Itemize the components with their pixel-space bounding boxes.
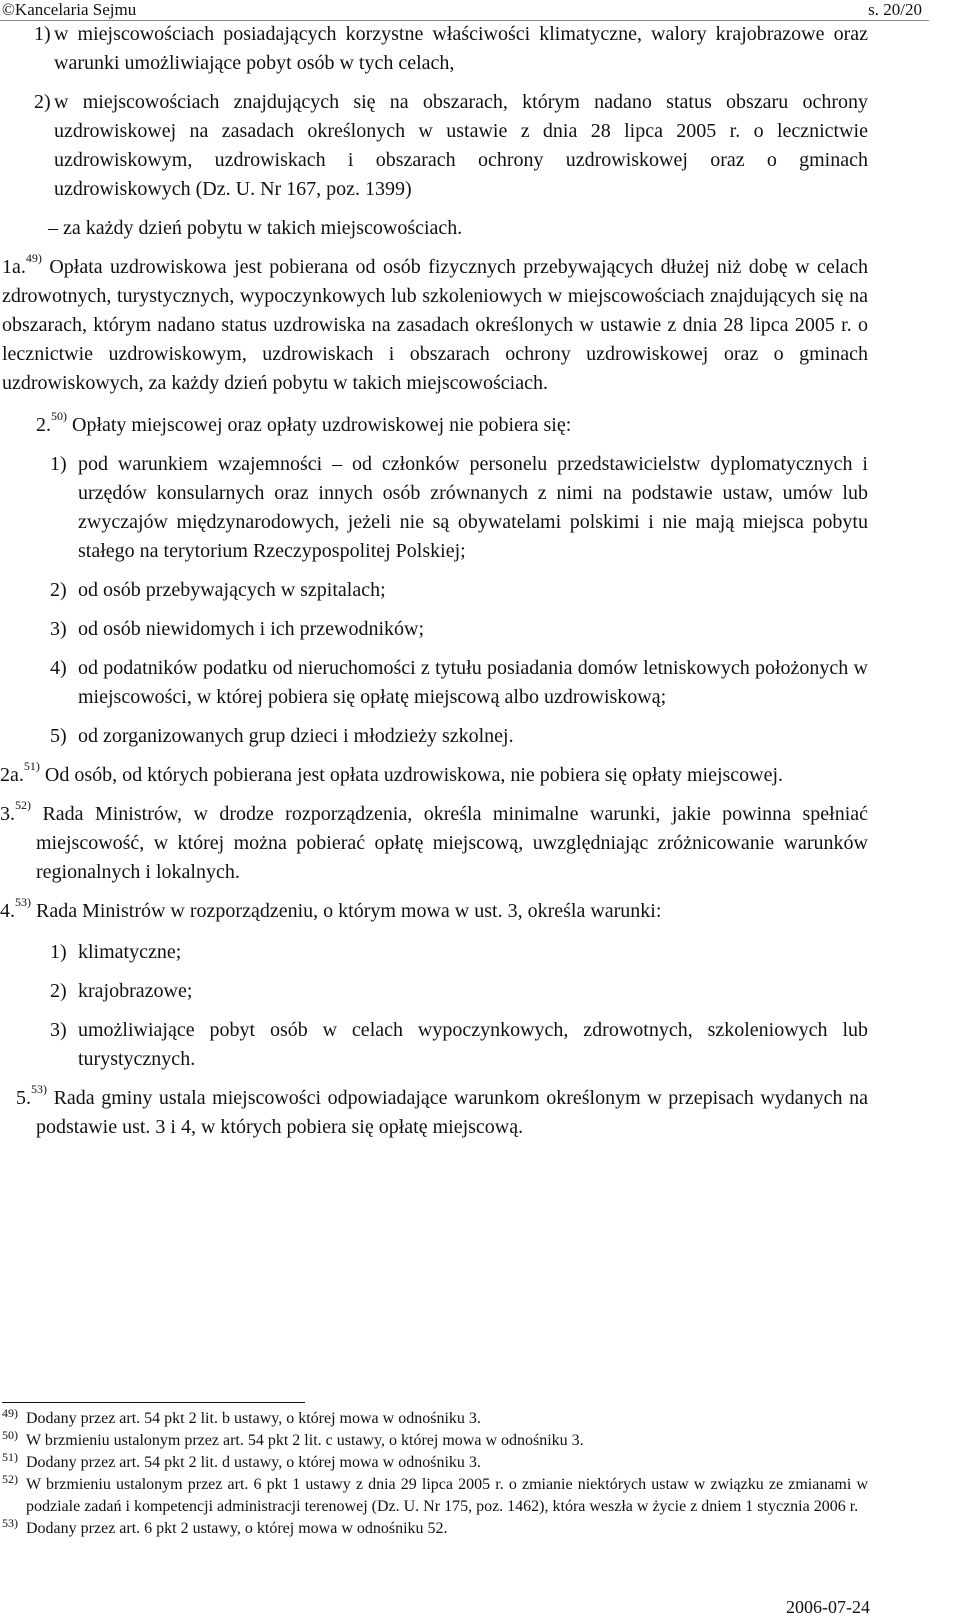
list-item — [0, 20, 960, 78]
section-label: 4. — [0, 900, 15, 922]
section-text: Rada Ministrów, w drodze rozporządzenia, określa minimalne warunki, jakie powinna spełniać miejscowość, w której można pobierać opłatę miejscową, uwzględniając zróżnicowanie warunków regionalnych i lokalnych. — [36, 803, 869, 883]
footnote-text: W brzmieniu ustalonym przez art. 54 pkt 2 lit. c ustawy, o której mowa w odnośniku 3. — [26, 1432, 584, 1449]
item-text: umożliwiające pobyt osób w celach wypoczynkowych, zdrowotnych, szkoleniowych lub turystycznych. — [78, 1019, 868, 1070]
list-item — [0, 977, 960, 1006]
item-text: w miejscowościach posiadających korzystne właściwości klimatyczne, walory krajobrazowe oraz warunki umożliwiające pobyt osób w tych celach, — [54, 23, 868, 74]
section-label: 2. — [36, 414, 51, 436]
footnote-number: 51) — [2, 1450, 18, 1464]
footnote-number: 53) — [2, 1516, 18, 1530]
list-item — [0, 88, 960, 204]
list-item — [0, 615, 960, 644]
footnotes — [0, 1408, 960, 1540]
section-label: 2a. — [0, 764, 24, 786]
section-1a — [0, 253, 960, 398]
item-text: w miejscowościach znajdujących się na obszarach, którym nadano status obszaru ochrony uzdrowiskowej na zasadach określonych w ustawie z dnia 28 lipca 2005 r. o lecznictwie uzdrowiskowym, uzdrowiskach i obszarach ochrony uzdrowiskowej oraz o gminach uzdrowiskowych (Dz. U. Nr 167, poz. 1399) — [54, 91, 868, 200]
section-2a — [0, 761, 960, 790]
footnote — [0, 1474, 960, 1518]
footnote-number: 49) — [2, 1406, 18, 1420]
section-label: 5. — [16, 1087, 31, 1109]
footnote-separator — [2, 1402, 305, 1403]
list-item — [0, 654, 960, 712]
item-text: pod warunkiem wzajemności – od członków personelu przedstawicielstw dyplomatycznych i urzędów konsularnych oraz innych osób zrównanych z nimi na podstawie ustaw, umów lub zwyczajów międzynarodowych, jeżeli nie są obywatelami polskimi i nie mają miejsca pobytu stałego na terytorium Rzeczypospolitej Polskiej; — [78, 453, 868, 562]
section-text: Opłata uzdrowiskowa jest pobierana od osób fizycznych przebywających dłużej niż dobę w celach zdrowotnych, turystycznych, wypoczynkowych lub szkoleniowych w miejscowościach znajdujących się na obszarach, którym nadano status uzdrowiska na zasadach określonych w ustawie z dnia 28 lipca 2005 r. o lecznictwie uzdrowiskowym, uzdrowiskach i obszarach ochrony uzdrowiskowej oraz o gminach uzdrowiskowych, za każdy dzień pobytu w takich miejscowościach. — [2, 256, 869, 394]
item-label: 2) — [34, 91, 51, 113]
footnote-ref: 53) — [31, 1082, 47, 1097]
footnote-ref: 49) — [25, 251, 42, 266]
section-5 — [0, 1084, 960, 1142]
item-label: 1) — [50, 941, 67, 963]
item-label: 4) — [50, 657, 67, 679]
item-text: klimatyczne; — [78, 941, 182, 963]
footnote-ref: 52) — [15, 798, 31, 813]
section-3 — [0, 800, 960, 887]
footnote-ref: 51) — [23, 759, 40, 774]
footnote — [0, 1518, 960, 1540]
footnote-text: Dodany przez art. 54 pkt 2 lit. b ustawy, o której mowa w odnośniku 3. — [26, 1410, 481, 1427]
item-label: 3) — [50, 1019, 67, 1041]
item-text: od podatników podatku od nieruchomości z tytułu posiadania domów letniskowych położonych w miejscowości, w której pobiera się opłatę miejscową albo uzdrowiskową; — [78, 657, 868, 708]
footnote — [0, 1430, 960, 1452]
footnote-number: 50) — [2, 1428, 18, 1442]
page-number: s. 20/20 — [868, 0, 922, 19]
list-item — [0, 450, 960, 566]
footnote — [0, 1408, 960, 1430]
item-label: 1) — [34, 23, 51, 45]
item-label: 1) — [50, 453, 67, 475]
item-label: 3) — [50, 618, 67, 640]
item-label: 2) — [50, 579, 67, 601]
document-body — [0, 20, 960, 1142]
item-text: od zorganizowanych grup dzieci i młodzieży szkolnej. — [78, 725, 514, 747]
section-4 — [0, 897, 960, 926]
footnote-text: Dodany przez art. 6 pkt 2 ustawy, o której mowa w odnośniku 52. — [26, 1520, 448, 1537]
list-item — [0, 722, 960, 751]
section-label: 1a. — [2, 256, 26, 278]
list-item — [0, 576, 960, 605]
section-2 — [0, 411, 960, 440]
footnote-text: W brzmieniu ustalonym przez art. 6 pkt 1 ustawy z dnia 29 lipca 2005 r. o zmianie niektórych ustaw w związku ze zmianami w podziale zadań i kompetencji administracji terenowej (Dz. U. Nr 175, poz. 1462), która weszła w życie z dniem 1 stycznia 2006 r. — [26, 1476, 868, 1515]
item-text: krajobrazowe; — [78, 980, 193, 1002]
item-label: 2) — [50, 980, 67, 1002]
dash-line: – za każdy dzień pobytu w takich miejscowościach. — [48, 217, 463, 239]
section-text: Od osób, od których pobierana jest opłata uzdrowiskowa, nie pobiera się opłaty miejscowej. — [44, 764, 784, 786]
item-label: 5) — [50, 725, 67, 747]
footnote-ref: 50) — [51, 409, 67, 424]
section-text: Opłaty miejscowej oraz opłaty uzdrowiskowej nie pobiera się: — [72, 414, 572, 436]
header-left: ©Kancelaria Sejmu — [2, 0, 137, 19]
footnote-text: Dodany przez art. 54 pkt 2 lit. d ustawy, o której mowa w odnośniku 3. — [26, 1454, 481, 1471]
list-item — [0, 1016, 960, 1074]
footer-date: 2006-07-24 — [786, 1597, 870, 1617]
footnote-ref: 53) — [15, 895, 31, 910]
section-text: Rada Ministrów w rozporządzeniu, o którym mowa w ust. 3, określa warunki: — [36, 900, 662, 922]
list-item — [0, 938, 960, 967]
section-text: Rada gminy ustala miejscowości odpowiadające warunkom określonym w przepisach wydanych na podstawie ust. 3 i 4, w których pobiera się opłatę miejscową. — [36, 1087, 868, 1138]
section-label: 3. — [0, 803, 15, 825]
footnote-number: 52) — [2, 1472, 18, 1486]
footnote — [0, 1452, 960, 1474]
item-text: od osób przebywających w szpitalach; — [78, 579, 386, 601]
item-text: od osób niewidomych i ich przewodników; — [78, 618, 425, 640]
